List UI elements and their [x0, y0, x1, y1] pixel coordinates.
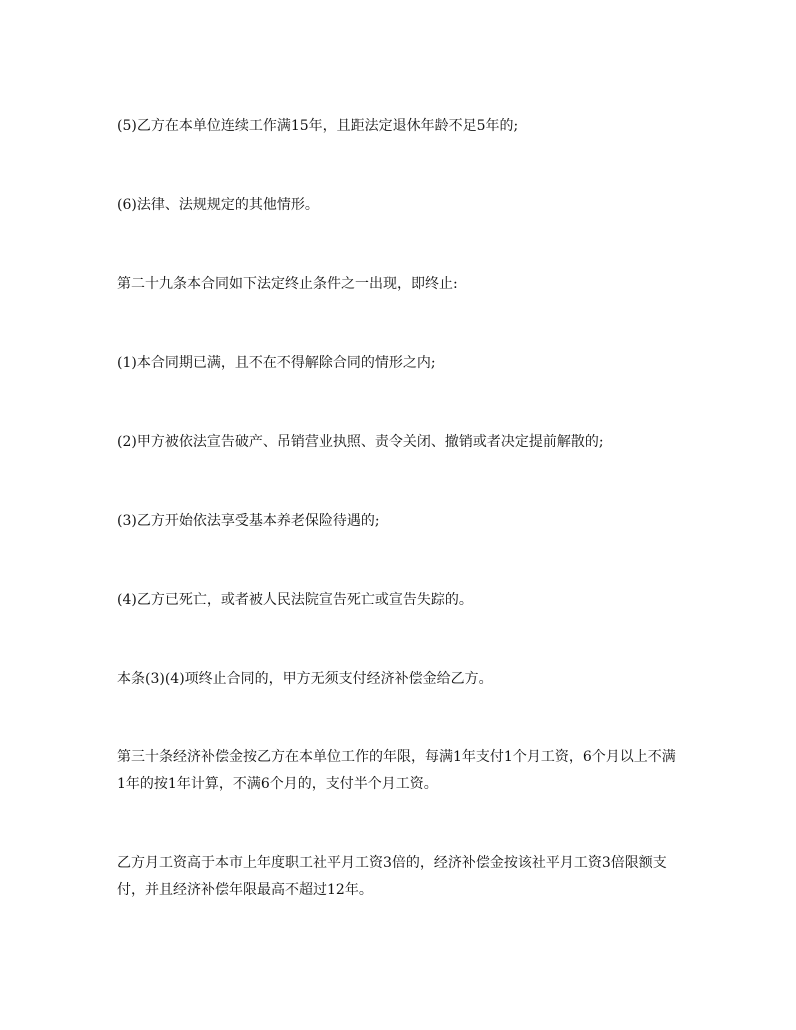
- paragraph-item-3: (3)乙方开始依法享受基本养老保险待遇的;: [117, 513, 380, 529]
- paragraph-clause-5: (5)乙方在本单位连续工作满15年，且距法定退休年龄不足5年的;: [117, 118, 519, 134]
- paragraph-item-1: (1)本合同期已满，且不在不得解除合同的情形之内;: [117, 355, 436, 371]
- paragraph-article-30: 第三十条经济补偿金按乙方在本单位工作的年限，每满1年支付1个月工资，6个月以上不满1年的按1年计算，不满6个月的，支付半个月工资。: [117, 749, 676, 792]
- paragraph-clause-6: (6)法律、法规规定的其他情形。: [117, 197, 319, 213]
- paragraph-wage-cap: 乙方月工资高于本市上年度职工社平月工资3倍的，经济补偿金按该社平月工资3倍限额支付，并且经济补偿年限最高不超过12年。: [117, 855, 667, 898]
- paragraph-item-2: (2)甲方被依法宣告破产、吊销营业执照、责令关闭、撤销或者决定提前解散的;: [117, 434, 604, 450]
- paragraph-article-29: 第二十九条本合同如下法定终止条件之一出现，即终止:: [117, 276, 458, 292]
- paragraph-item-4: (4)乙方已死亡，或者被人民法院宣告死亡或宣告失踪的。: [117, 592, 473, 608]
- paragraph-note: 本条(3)(4)项终止合同的，甲方无须支付经济补偿金给乙方。: [117, 671, 493, 687]
